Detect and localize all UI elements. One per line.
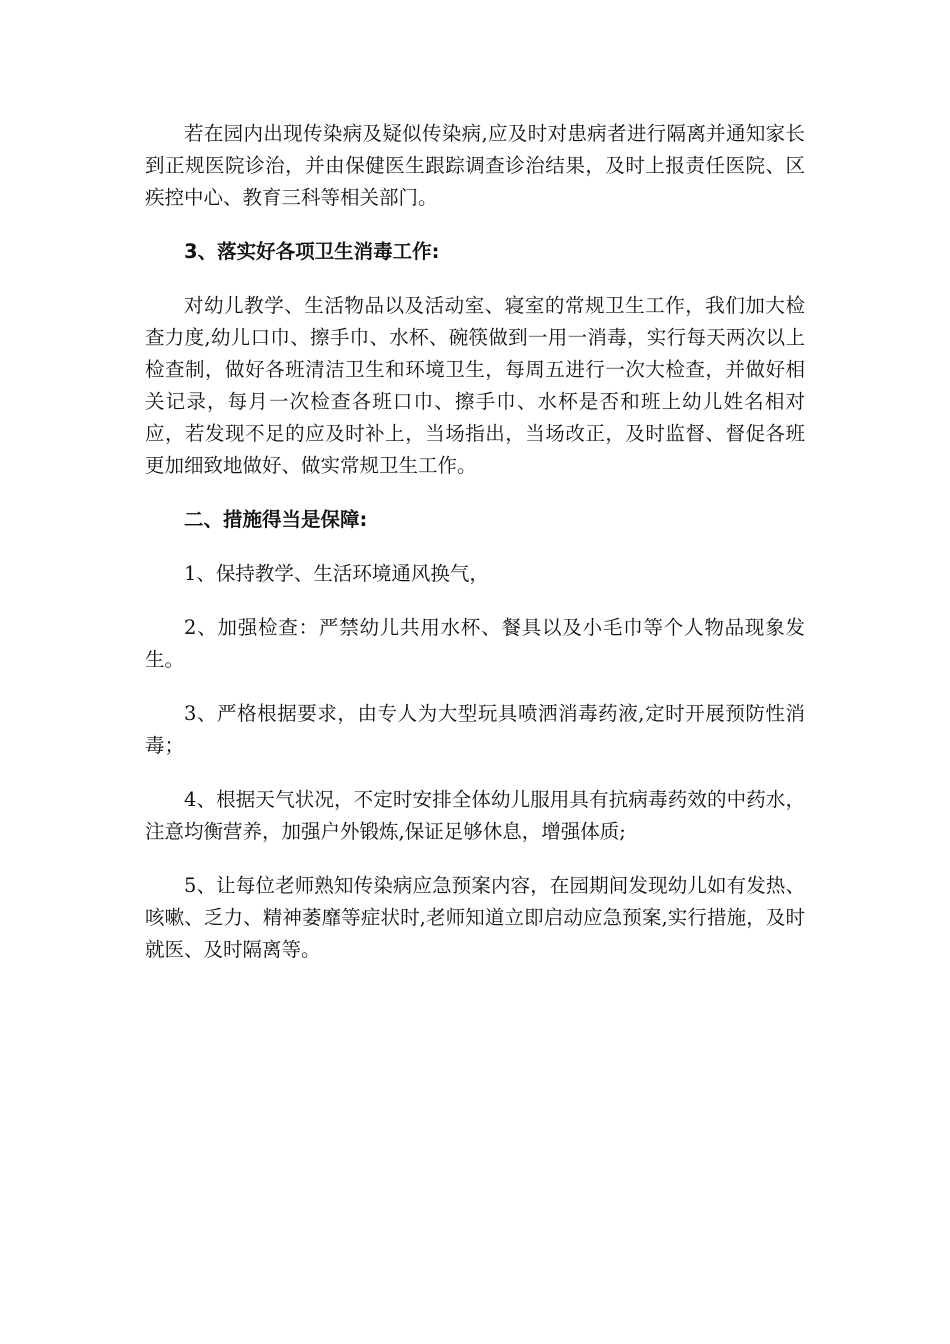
paragraph-isolation: 若在园内出现传染病及疑似传染病,应及时对患病者进行隔离并通知家长到正规医院诊治，并由保健医生跟踪调查诊治结果，及时上报责任医院、区疾控中心、教育三科等相关部门。 bbox=[145, 122, 805, 209]
heading-disinfection: 3、落实好各项卫生消毒工作: bbox=[184, 240, 440, 263]
paragraph-measure-2: 2、加强检查：严禁幼儿共用水杯、餐具以及小毛巾等个人物品现象发生。 bbox=[145, 616, 805, 671]
paragraph-measure-5: 5、让每位老师熟知传染病应急预案内容，在园期间发现幼儿如有发热、咳嗽、乏力、精神萎靡等症状时,老师知道立即启动应急预案,实行措施，及时就医、及时隔离等。 bbox=[145, 874, 805, 961]
document-body bbox=[145, 118, 805, 988]
heading-measures: 二、措施得当是保障: bbox=[184, 508, 368, 531]
paragraph-measure-1: 1、保持教学、生活环境通风换气， bbox=[184, 562, 489, 585]
paragraph-disinfection: 对幼儿教学、生活物品以及活动室、寝室的常规卫生工作，我们加大检查力度,幼儿口巾、擦手巾、水杯、碗筷做到一用一消毒，实行每天两次以上检查制，做好各班清洁卫生和环境卫生，每周五进行一次大检查，并做好相关记录，每月一次检查各班口巾、擦手巾、水杯是否和班上幼儿姓名相对应，若发现不足的应及时补上，当场指出，当场改正，及时监督、督促各班更加细致地做好、做实常规卫生工作。 bbox=[145, 294, 805, 477]
paragraph-measure-4: 4、根据天气状况，不定时安排全体幼儿服用具有抗病毒药效的中药水，注意均衡营养，加强户外锻炼,保证足够休息，增强体质; bbox=[145, 788, 805, 843]
paragraph-measure-3: 3、严格根据要求，由专人为大型玩具喷洒消毒药液,定时开展预防性消毒； bbox=[145, 702, 805, 757]
